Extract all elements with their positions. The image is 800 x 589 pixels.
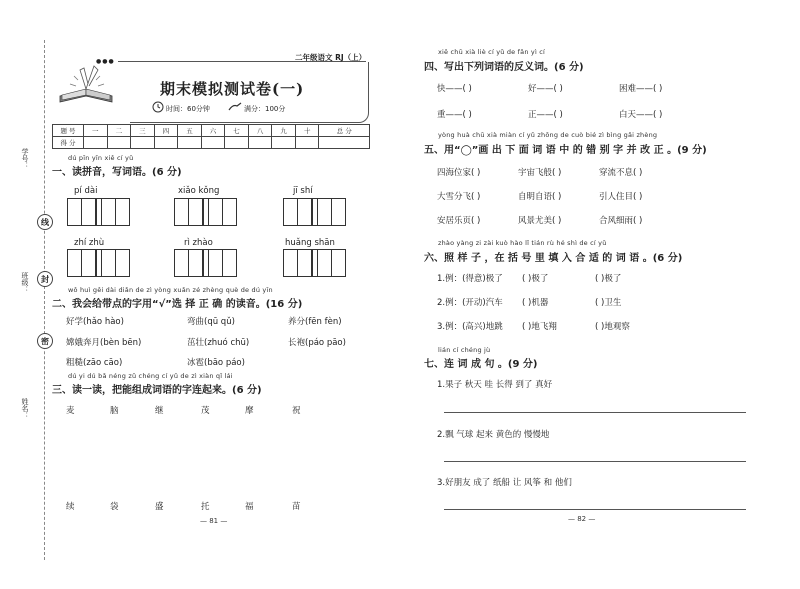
score-cell[interactable] xyxy=(154,137,178,149)
q5-item-9[interactable]: 合风细雨( ) xyxy=(599,216,643,226)
clock-icon xyxy=(152,101,164,113)
q5-item-5[interactable]: 自眀自语( ) xyxy=(518,192,562,202)
q6-row3-blank1[interactable]: ( )地飞翔 xyxy=(522,322,557,332)
q4-item-5[interactable]: 正——( ) xyxy=(528,110,563,120)
student-id-label: 学号： xyxy=(21,148,29,169)
q1-pinyin-2: xiǎo kǒng xyxy=(178,186,220,196)
q4-item-4[interactable]: 重——( ) xyxy=(437,110,472,120)
score-table xyxy=(52,124,370,149)
name-label: 姓名： xyxy=(21,398,29,419)
q3-heading-pinyin: dú yi dú bǎ néng zǔ chéng cí yǔ de zì xiàn qǐ lái xyxy=(68,372,233,380)
subject-tag: 二年级语文 RJ（上） xyxy=(295,53,367,62)
q1-writing-grid-3[interactable] xyxy=(283,198,346,226)
q4-heading-pinyin: xiě chū xià liè cí yǔ de fǎn yì cí xyxy=(438,48,546,56)
q7-heading: 七、连 词 成 句 。(9 分) xyxy=(424,359,538,370)
score-cell[interactable] xyxy=(84,137,108,149)
q3-top-char-6[interactable]: 祝 xyxy=(292,406,301,416)
row-header-question: 题 号 xyxy=(53,125,84,137)
score-cell[interactable] xyxy=(178,137,202,149)
q5-heading-pinyin: yòng huà chū xià miàn cí yǔ zhōng de cuò bié zì bìng gǎi zhèng xyxy=(438,131,658,139)
col-2: 二 xyxy=(107,125,131,137)
q6-row2-blank2[interactable]: ( )卫生 xyxy=(595,298,622,308)
decor-dots: ●●● xyxy=(96,58,115,65)
q1-pinyin-5: rì zhào xyxy=(184,238,213,248)
binding-circle-line: 线 xyxy=(37,214,53,230)
q5-item-8[interactable]: 风景尤美( ) xyxy=(518,216,562,226)
q2-item-5[interactable]: 茁壮(zhuó chū) xyxy=(187,338,250,348)
col-3: 三 xyxy=(131,125,155,137)
q3-bottom-char-3[interactable]: 盛 xyxy=(155,502,164,512)
col-10: 十 xyxy=(295,125,319,137)
q2-item-6[interactable]: 长袍(páo pāo) xyxy=(288,338,346,348)
q6-row3-example: 3.例：(高兴)地跳 xyxy=(437,322,503,332)
col-6: 六 xyxy=(201,125,225,137)
q7-heading-pinyin: lián cí chéng jù xyxy=(438,346,491,354)
q5-item-1[interactable]: 四海位家( ) xyxy=(437,168,481,178)
q6-heading-pinyin: zhào yàng zi zài kuò hào lǐ tián rù hé shì de cí yǔ xyxy=(438,239,607,247)
q1-heading-pinyin: dú pīn yīn xiě cí yǔ xyxy=(68,154,134,162)
q3-heading: 三、读一读，把能组成词语的字连起来。(6 分) xyxy=(52,385,262,396)
q4-item-1[interactable]: 快——( ) xyxy=(437,84,472,94)
score-hand-icon xyxy=(228,101,242,113)
q2-item-7[interactable]: 粗糙(zāo cāo) xyxy=(66,358,123,368)
q7-answer-line-3[interactable] xyxy=(444,509,746,510)
q6-row2-example: 2.例：(开动)汽车 xyxy=(437,298,503,308)
q5-item-4[interactable]: 大雪分飞( ) xyxy=(437,192,481,202)
q1-writing-grid-1[interactable] xyxy=(67,198,130,226)
q1-writing-grid-2[interactable] xyxy=(174,198,237,226)
col-5: 五 xyxy=(178,125,202,137)
q1-heading: 一、读拼音，写词语。(6 分) xyxy=(52,167,182,178)
q4-item-6[interactable]: 白天——( ) xyxy=(619,110,663,120)
q6-row1-blank1[interactable]: ( )极了 xyxy=(522,274,549,284)
q1-writing-grid-5[interactable] xyxy=(174,249,237,277)
q1-pinyin-3: jī shí xyxy=(293,186,313,196)
q1-writing-grid-4[interactable] xyxy=(67,249,130,277)
exam-total-score: 满分：100分 xyxy=(244,105,286,113)
q5-item-6[interactable]: 引人住目( ) xyxy=(599,192,643,202)
class-label: 班级： xyxy=(21,272,29,293)
q3-top-char-1[interactable]: 麦 xyxy=(66,406,75,416)
binding-circle-secret: 密 xyxy=(37,333,53,349)
q2-item-2[interactable]: 弯曲(qū qǔ) xyxy=(187,317,235,327)
q3-top-char-2[interactable]: 脑 xyxy=(110,406,119,416)
q3-bottom-char-2[interactable]: 袋 xyxy=(110,502,119,512)
score-cell[interactable] xyxy=(107,137,131,149)
q2-item-4[interactable]: 嫦娥奔月(bèn bēn) xyxy=(66,338,142,348)
page-number-left: — 81 — xyxy=(200,517,228,525)
col-4: 四 xyxy=(154,125,178,137)
score-cell[interactable] xyxy=(272,137,296,149)
q2-heading: 二、我会给带点的字用“√”选 择 正 确 的读音。(16 分) xyxy=(52,299,303,310)
q6-row1-blank2[interactable]: ( )极了 xyxy=(595,274,622,284)
q3-top-char-5[interactable]: 摩 xyxy=(245,406,254,416)
binding-dashed-line xyxy=(44,40,45,560)
q7-item-2: 2.飘 气球 起来 黄色的 慢慢地 xyxy=(437,430,550,440)
q5-item-2[interactable]: 宇宙飞般( ) xyxy=(518,168,562,178)
q2-item-3[interactable]: 养分(fēn fèn) xyxy=(288,317,342,327)
page-number-right: — 82 — xyxy=(568,515,596,523)
q6-row3-blank2[interactable]: ( )地观察 xyxy=(595,322,630,332)
col-total: 总 分 xyxy=(319,125,370,137)
q6-row2-blank1[interactable]: ( )机器 xyxy=(522,298,549,308)
q5-heading: 五、用“◯”画 出 下 面 词 语 中 的 错 别 字 并 改 正 。(9 分) xyxy=(424,145,707,156)
q2-item-8[interactable]: 冰雹(bāo páo) xyxy=(187,358,245,368)
score-cell[interactable] xyxy=(225,137,249,149)
exam-title: 期末模拟测试卷(一) xyxy=(160,80,305,98)
q7-item-3: 3.好朋友 成了 纸船 让 风筝 和 他们 xyxy=(437,478,572,488)
q5-item-3[interactable]: 穿流不息( ) xyxy=(599,168,643,178)
col-1: 一 xyxy=(84,125,108,137)
q4-item-2[interactable]: 好——( ) xyxy=(528,84,563,94)
q2-heading-pinyin: wǒ huì gěi dài diǎn de zì yòng xuǎn zé zhèng què de dú yīn xyxy=(68,286,273,294)
q5-item-7[interactable]: 安居乐页( ) xyxy=(437,216,481,226)
q3-bottom-char-6[interactable]: 苗 xyxy=(292,502,301,512)
q7-item-1: 1.果子 秋天 哇 长得 到了 真好 xyxy=(437,380,553,390)
q1-pinyin-1: pí dài xyxy=(74,186,98,196)
q4-item-3[interactable]: 困难——( ) xyxy=(619,84,663,94)
q6-heading: 六、照 样 子 ，在 括 号 里 填 入 合 适 的 词 语 。(6 分) xyxy=(424,253,683,264)
q2-item-1[interactable]: 好学(hǎo hào) xyxy=(66,317,124,327)
q7-answer-line-1[interactable] xyxy=(444,412,746,413)
col-9: 九 xyxy=(272,125,296,137)
binding-circle-seal: 封 xyxy=(37,271,53,287)
score-cell[interactable] xyxy=(201,137,225,149)
score-cell[interactable] xyxy=(295,137,319,149)
book-illustration-icon xyxy=(56,62,116,106)
q1-writing-grid-6[interactable] xyxy=(283,249,346,277)
exam-time: 时间：60分钟 xyxy=(166,105,210,113)
col-8: 八 xyxy=(248,125,272,137)
q6-row1-example: 1.例：(得意)极了 xyxy=(437,274,503,284)
col-7: 七 xyxy=(225,125,249,137)
q7-answer-line-2[interactable] xyxy=(444,461,746,462)
q3-bottom-char-5[interactable]: 福 xyxy=(245,502,254,512)
q3-top-char-3[interactable]: 继 xyxy=(155,406,164,416)
q3-bottom-char-1[interactable]: 续 xyxy=(66,502,75,512)
q1-pinyin-4: zhí zhù xyxy=(74,238,105,248)
q4-heading: 四、写出下列词语的反义词。(6 分) xyxy=(424,62,584,73)
q3-bottom-char-4[interactable]: 托 xyxy=(201,502,210,512)
score-cell[interactable] xyxy=(131,137,155,149)
q3-top-char-4[interactable]: 茂 xyxy=(201,406,210,416)
score-cell[interactable] xyxy=(319,137,370,149)
score-cell[interactable] xyxy=(248,137,272,149)
q1-pinyin-6: huǎng shān xyxy=(285,238,335,248)
row-header-score: 得 分 xyxy=(53,137,84,149)
